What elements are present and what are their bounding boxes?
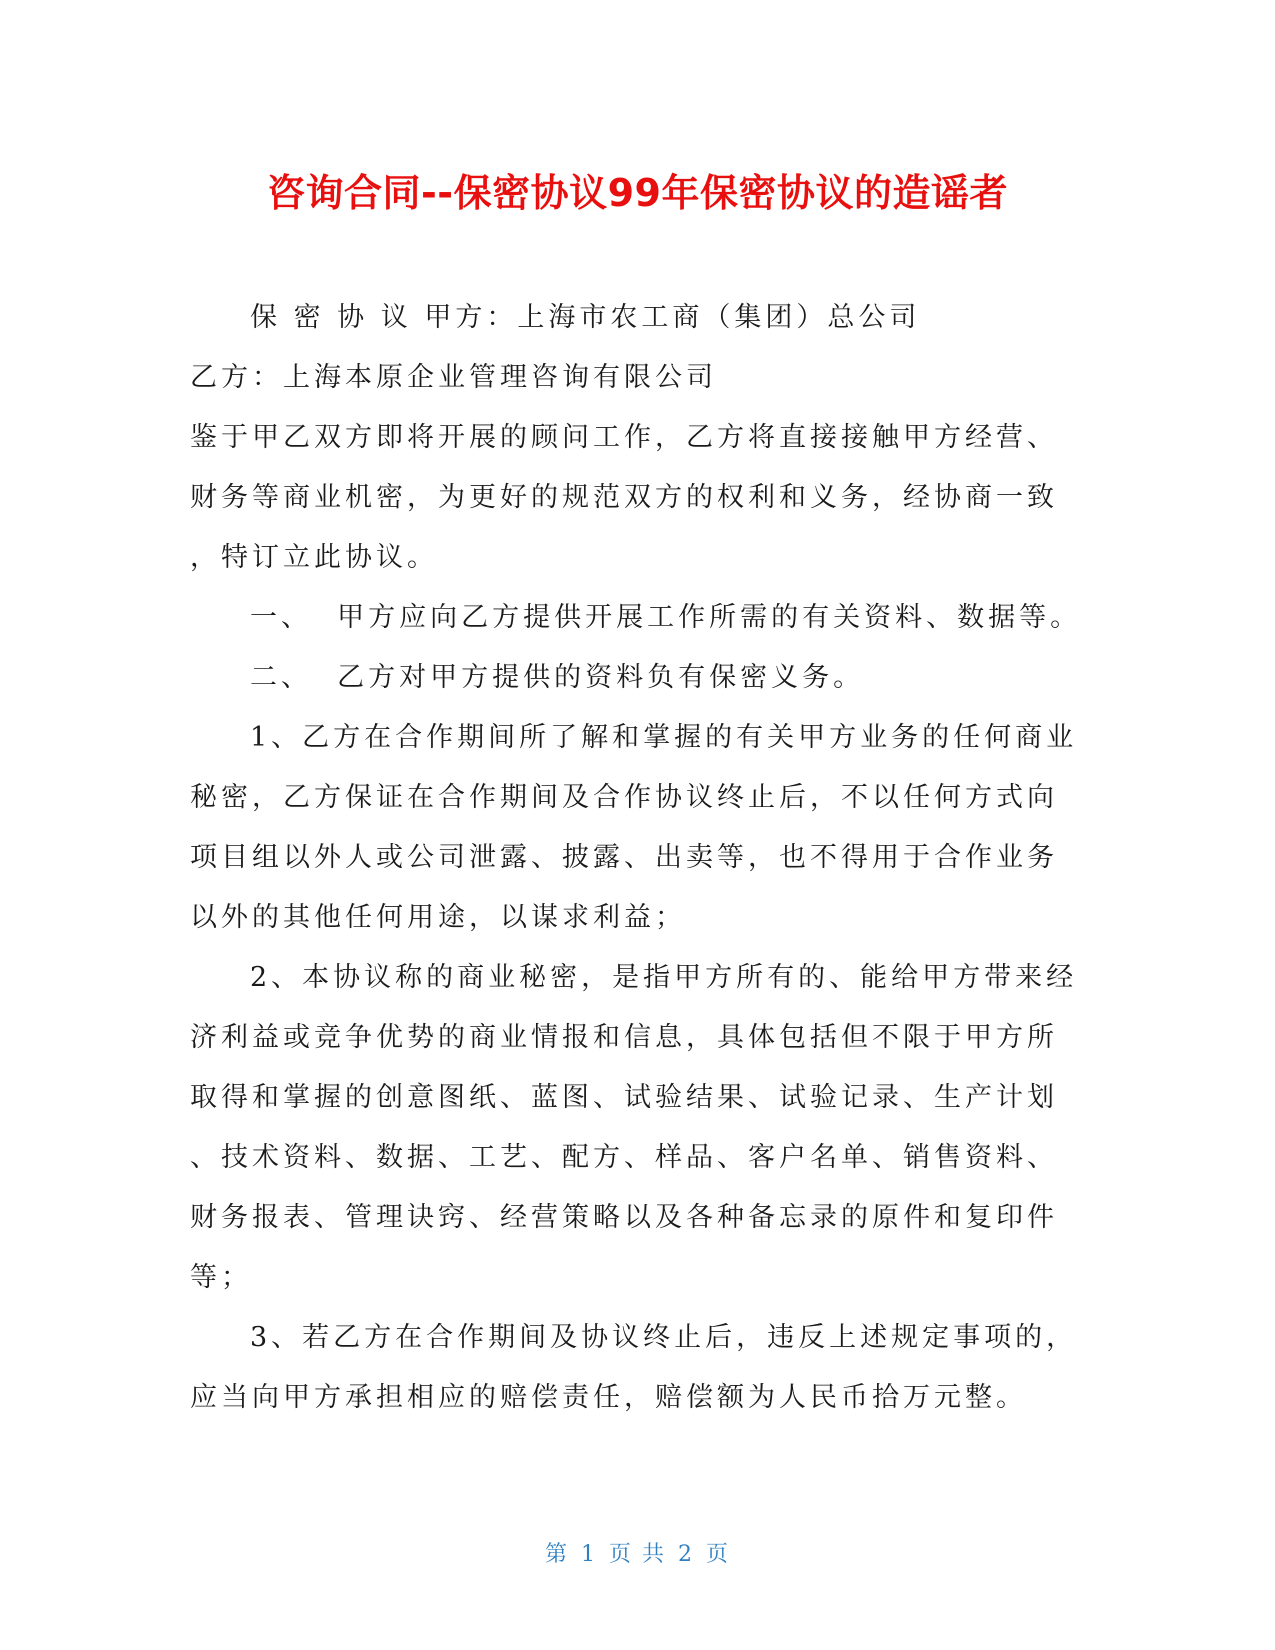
document-body — [190, 298, 1090, 1438]
page-number-footer — [0, 1540, 1275, 1570]
body-line: 二、 乙方对甲方提供的资料负有保密义务。 — [250, 662, 865, 693]
body-line: 以外的其他任何用途，以谋求利益； — [190, 902, 686, 933]
body-line: 项目组以外人或公司泄露、披露、出卖等，也不得用于合作业务 — [190, 842, 1058, 873]
body-line: 保 密 协 议 甲方：上海市农工商（集团）总公司 — [250, 302, 921, 333]
document-title: 咨询合同--保密协议99年保密协议的造谣者 — [267, 171, 1008, 215]
body-line: 秘密，乙方保证在合作期间及合作协议终止后，不以任何方式向 — [190, 782, 1058, 813]
footer-suffix: 页 — [706, 1542, 731, 1567]
body-line: 济利益或竞争优势的商业情报和信息，具体包括但不限于甲方所 — [190, 1022, 1058, 1053]
body-line: 应当向甲方承担相应的赔偿责任，赔偿额为人民币拾万元整。 — [190, 1382, 1027, 1413]
body-line: 财务等商业机密，为更好的规范双方的权利和义务，经协商一致 — [190, 482, 1058, 513]
body-line: 取得和掌握的创意图纸、蓝图、试验结果、试验记录、生产计划 — [190, 1082, 1058, 1113]
footer-mid: 页 共 — [609, 1542, 666, 1567]
body-line: 2、本协议称的商业秘密，是指甲方所有的、能给甲方带来经 — [250, 962, 1078, 993]
body-line: ，特订立此协议。 — [190, 542, 438, 573]
body-line: 、技术资料、数据、工艺、配方、样品、客户名单、销售资料、 — [190, 1142, 1058, 1173]
body-line: 3、若乙方在合作期间及协议终止后，违反上述规定事项的， — [250, 1322, 1078, 1353]
body-line: 一、 甲方应向乙方提供开展工作所需的有关资料、数据等。 — [250, 602, 1082, 633]
body-line: 财务报表、管理诀窍、经营策略以及各种备忘录的原件和复印件 — [190, 1202, 1058, 1233]
body-line: 乙方：上海本原企业管理咨询有限公司 — [190, 362, 717, 393]
body-line: 1、乙方在合作期间所了解和掌握的有关甲方业务的任何商业 — [250, 722, 1078, 753]
body-line: 等； — [190, 1262, 252, 1293]
body-line: 鉴于甲乙双方即将开展的顾问工作，乙方将直接接触甲方经营、 — [190, 422, 1058, 453]
total-pages-number: 2 — [678, 1542, 694, 1567]
footer-prefix: 第 — [544, 1542, 569, 1567]
current-page-number: 1 — [581, 1542, 597, 1567]
